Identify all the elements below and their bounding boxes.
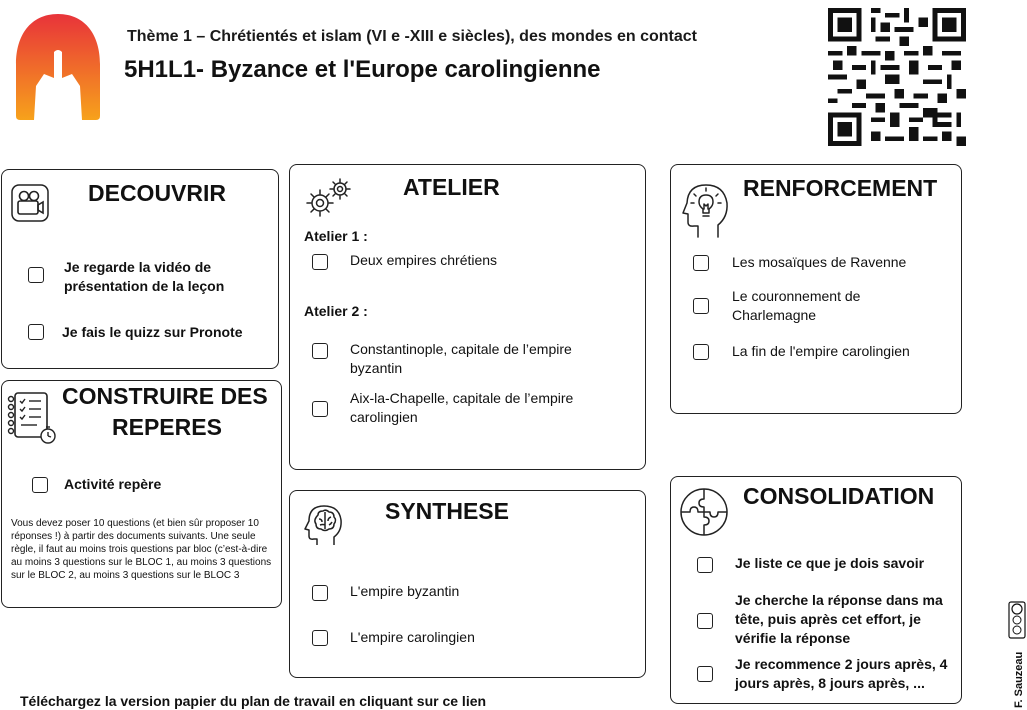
task-label: Je cherche la réponse dans ma tête, puis après cet effort, je vérifie la réponse: [735, 592, 943, 646]
checkbox[interactable]: [32, 477, 48, 493]
panel-synthese: [289, 490, 646, 678]
checkbox[interactable]: [312, 585, 328, 601]
checkbox[interactable]: [697, 557, 713, 573]
task-label: La fin de l'empire carolingien: [732, 343, 910, 359]
task-label: Aix-la-Chapelle, capitale de l’empire carolingien: [350, 390, 574, 425]
checkbox[interactable]: [693, 344, 709, 360]
puzzle-icon: [679, 487, 729, 537]
task-label: L'empire carolingien: [350, 629, 475, 645]
theme-title: Thème 1 – Chrétientés et islam (VI e -XIII e siècles), des mondes en contact: [127, 28, 697, 45]
task-label: Activité repère: [64, 476, 162, 492]
panel-title: CONSOLIDATION: [743, 483, 935, 509]
task-label: L'empire byzantin: [350, 583, 460, 599]
spartan-helmet-logo: [12, 12, 104, 122]
panel-construire-reperes: [1, 380, 282, 608]
task-label: Le couronnement de Charlemagne: [732, 288, 861, 323]
task-label: Je recommence 2 jours après, 4 jours après, 8 jours après, ...: [735, 656, 948, 691]
video-camera-icon: [11, 184, 49, 222]
checklist-stopwatch-icon: [7, 391, 59, 445]
head-lightbulb-icon: [682, 175, 730, 239]
task-label: Je regarde la vidéo de présentation de la leçon: [64, 259, 225, 294]
task-label: Constantinople, capitale de l’empire byzantin: [350, 341, 572, 376]
panel-consolidation: [670, 476, 962, 704]
cc-license-icon: [1009, 602, 1025, 638]
author-credit: [1007, 600, 1027, 710]
checkbox[interactable]: [312, 254, 328, 270]
task-label: Je fais le quizz sur Pronote: [62, 324, 243, 340]
checkbox[interactable]: [697, 613, 713, 629]
task-label: Deux empires chrétiens: [350, 252, 498, 268]
author-name: F. Sauzeau: [1013, 651, 1025, 708]
panel-renforcement: [670, 164, 962, 414]
task-label: Les mosaïques de Ravenne: [732, 254, 907, 270]
task-label: Je liste ce que je dois savoir: [735, 555, 925, 571]
checkbox[interactable]: [28, 267, 44, 283]
lesson-title: 5H1L1- Byzance et l'Europe carolingienne: [124, 56, 601, 83]
checkbox[interactable]: [693, 255, 709, 271]
checkbox[interactable]: [28, 324, 44, 340]
qr-code-icon[interactable]: [828, 8, 966, 146]
checkbox[interactable]: [693, 298, 709, 314]
panel-decouvrir: [1, 169, 279, 369]
panel-title: DECOUVRIR: [88, 180, 227, 206]
panel-title: RENFORCEMENT: [743, 175, 938, 201]
instructions-note: Vous devez poser 10 questions (et bien sûr proposer 10 réponses !) à partir des documents suivants. Une seule règle, il faut au moins trois questions par bloc (c’est-à-dire au moins 3 questions sur le BLOC 1, au moins 3 questions sur le BLOC 2, au moins 3 questions sur le BLOC 3: [11, 518, 272, 581]
panel-atelier: [289, 164, 646, 470]
gears-icon: [302, 177, 354, 219]
group-label: Atelier 2 :: [304, 303, 368, 319]
checkbox[interactable]: [312, 343, 328, 359]
checkbox[interactable]: [697, 666, 713, 682]
head-brain-icon: [304, 503, 344, 547]
checkbox[interactable]: [312, 630, 328, 646]
panel-title: REPERES: [112, 414, 222, 440]
panel-title: SYNTHESE: [385, 498, 509, 524]
panel-title: CONSTRUIRE DES: [62, 383, 268, 409]
download-link[interactable]: Téléchargez la version papier du plan de travail en cliquant sur ce lien: [20, 693, 487, 709]
panel-title: ATELIER: [403, 174, 500, 200]
checkbox[interactable]: [312, 401, 328, 417]
group-label: Atelier 1 :: [304, 228, 368, 244]
